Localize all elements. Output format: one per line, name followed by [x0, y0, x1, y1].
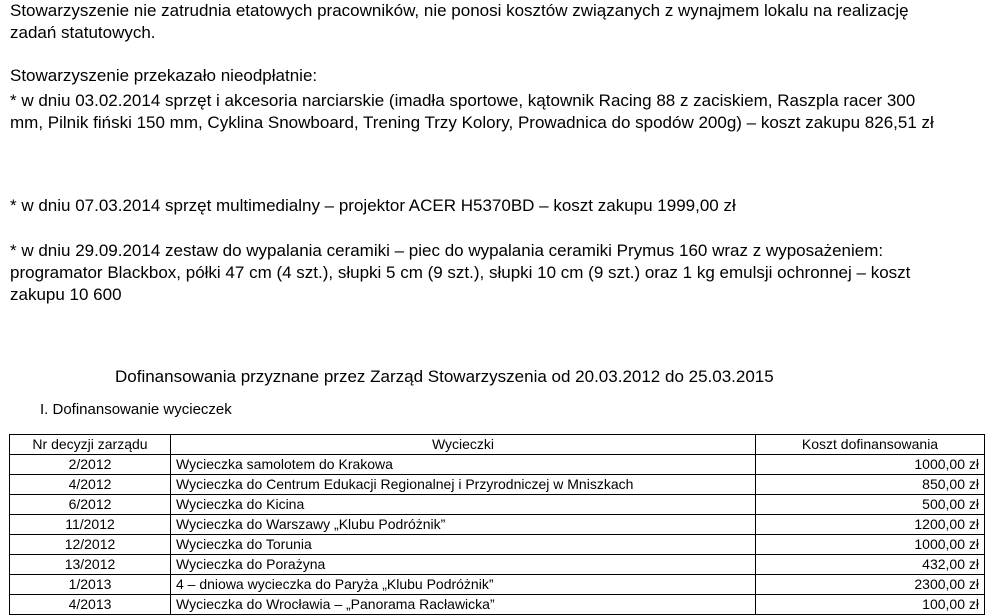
header-decision-number: Nr decyzji zarządu [10, 435, 171, 455]
cost-cell: 500,00 zł [756, 495, 985, 515]
trip-cell: Wycieczka do Porażyna [171, 555, 756, 575]
table-row [10, 555, 985, 575]
cost-cell: 432,00 zł [756, 555, 985, 575]
trip-cell: Wycieczka do Centrum Edukacji Regionalnej i Przyrodniczej w Mniszkach [171, 475, 756, 495]
header-trips: Wycieczki [171, 435, 756, 455]
paragraph-ceramics-kiln: * w dniu 29.09.2014 zestaw do wypalania ceramiki – piec do wypalania ceramiki Prymus 160 wraz z wyposażeniem: programator Blackbox, półki 47 cm (4 szt.), słupki 5 cm (9 szt.), słupki 10 cm (9 szt.) oraz 1 kg emulsji ochronnej – koszt zakupu 10 600 [10, 241, 911, 304]
trips-funding-table [9, 434, 985, 615]
decision-number-cell: 4/2012 [10, 475, 171, 495]
decision-number-cell: 12/2012 [10, 535, 171, 555]
paragraph-projector: * w dniu 07.03.2014 sprzęt multimedialny – projektor ACER H5370BD – koszt zakupu 1999,00 zł [10, 196, 736, 215]
table-row [10, 535, 985, 555]
decision-number-cell: 4/2013 [10, 595, 171, 615]
table-row [10, 495, 985, 515]
cost-cell: 1200,00 zł [756, 515, 985, 535]
table-row [10, 515, 985, 535]
paragraph-donated-intro: Stowarzyszenie przekazało nieodpłatnie: [10, 66, 318, 85]
decision-number-cell: 13/2012 [10, 555, 171, 575]
subsection-heading: I. Dofinansowanie wycieczek [40, 401, 232, 418]
trip-cell: Wycieczka do Kicina [171, 495, 756, 515]
decision-number-cell: 11/2012 [10, 515, 171, 535]
cost-cell: 1000,00 zł [756, 535, 985, 555]
cost-cell: 1000,00 zł [756, 455, 985, 475]
table-row [10, 475, 985, 495]
table-row [10, 575, 985, 595]
table-header-row [10, 435, 985, 455]
decision-number-cell: 6/2012 [10, 495, 171, 515]
trip-cell: Wycieczka samolotem do Krakowa [171, 455, 756, 475]
section-heading: Dofinansowania przyznane przez Zarząd Stowarzyszenia od 20.03.2012 do 25.03.2015 [115, 367, 774, 386]
header-funding-cost: Koszt dofinansowania [756, 435, 985, 455]
trip-cell: 4 – dniowa wycieczka do Paryża „Klubu Podróżnik” [171, 575, 756, 595]
trip-cell: Wycieczka do Torunia [171, 535, 756, 555]
table-row [10, 595, 985, 615]
decision-number-cell: 1/2013 [10, 575, 171, 595]
table-row [10, 455, 985, 475]
cost-cell: 850,00 zł [756, 475, 985, 495]
paragraph-ski-equipment: * w dniu 03.02.2014 sprzęt i akcesoria narciarskie (imadła sportowe, kątownik Racing 88 z zaciskiem, Raszpla racer 300 mm, Pilnik fiński 150 mm, Cyklina Snowboard, Trening Trzy Kolory, Prowadnica do spodów 200g) – koszt zakupu 826,51 zł [10, 91, 934, 132]
trip-cell: Wycieczka do Wrocławia – „Panorama Racławicka” [171, 595, 756, 615]
decision-number-cell: 2/2012 [10, 455, 171, 475]
cost-cell: 100,00 zł [756, 595, 985, 615]
trip-cell: Wycieczka do Warszawy „Klubu Podróżnik” [171, 515, 756, 535]
cost-cell: 2300,00 zł [756, 575, 985, 595]
paragraph-no-employees: Stowarzyszenie nie zatrudnia etatowych pracowników, nie ponosi kosztów związanych z wynajmem lokalu na realizację zadań statutowych. [10, 1, 909, 42]
